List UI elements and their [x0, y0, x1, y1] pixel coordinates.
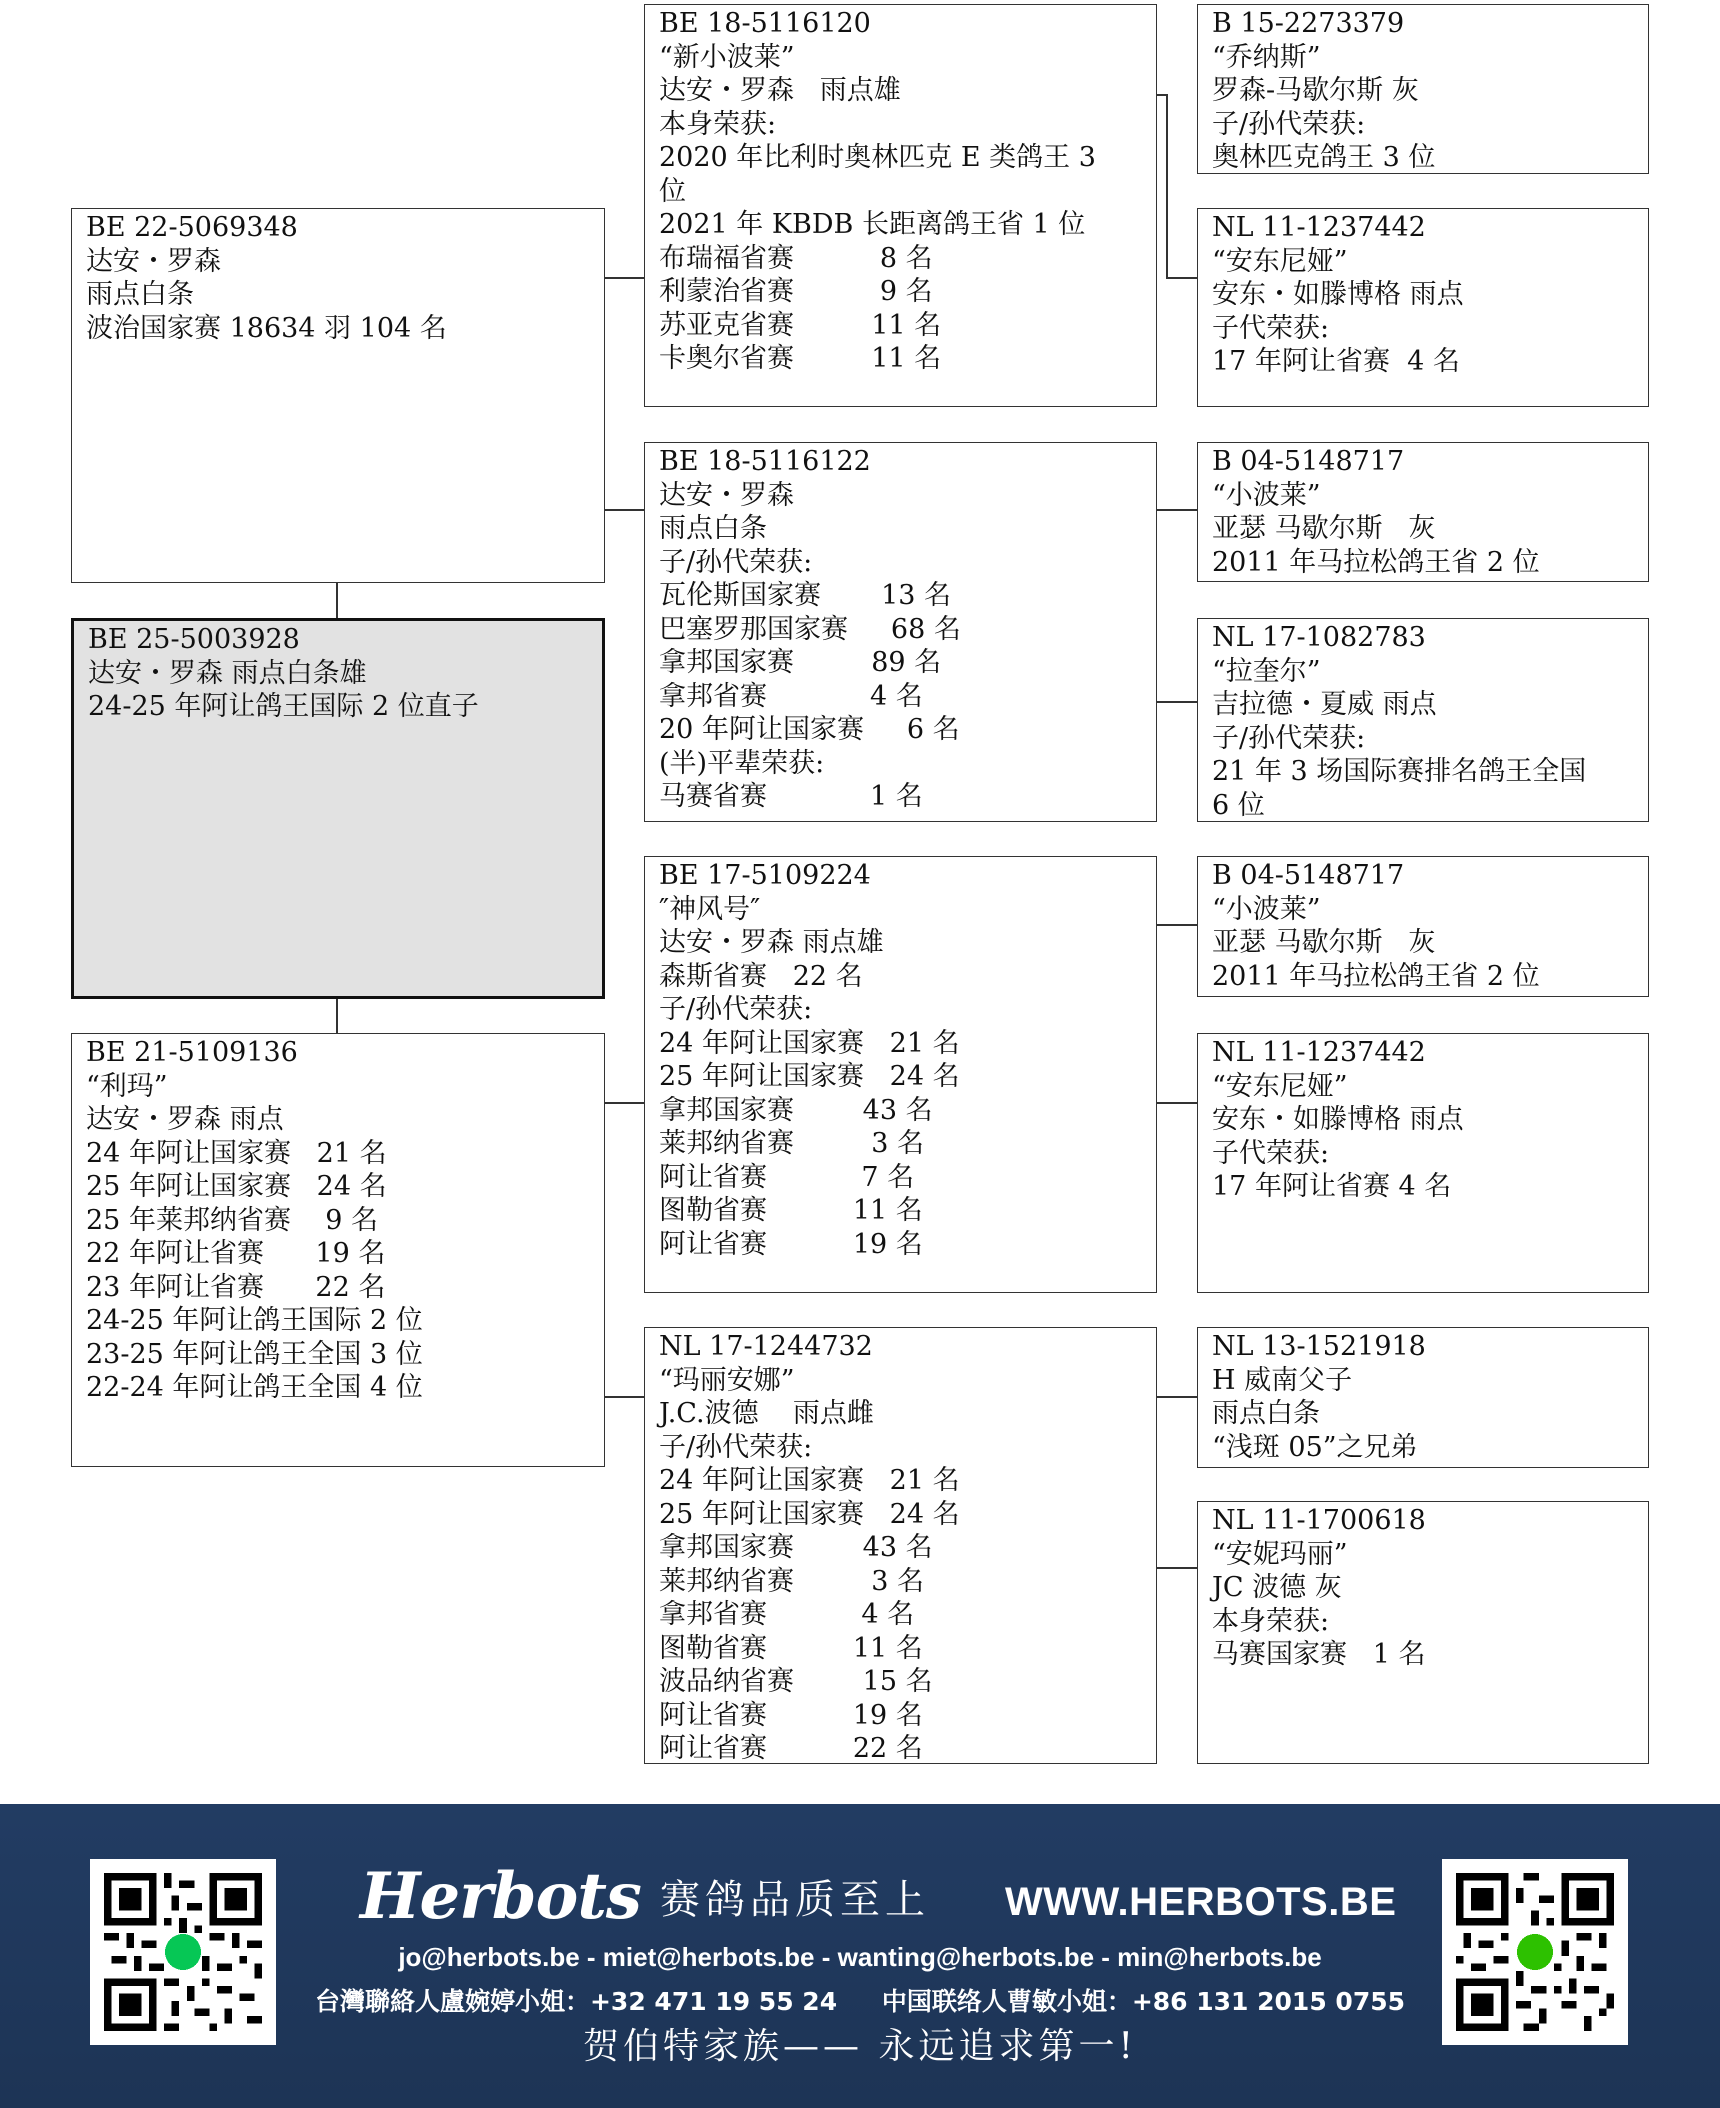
- pedigree-line: 17 年阿让省赛 4 名: [1212, 346, 1460, 377]
- connector: [1156, 701, 1198, 703]
- contact-china: 中国联络人曹敏小姐：+86 131 2015 0755: [881, 1987, 1406, 2016]
- pedigree-line: 苏亚克省赛 11 名: [659, 309, 942, 341]
- brand-row: [360, 1859, 1397, 1934]
- pedigree-line: B 04-5148717: [1212, 860, 1405, 891]
- sire-card: [71, 208, 605, 583]
- connector: [1156, 1396, 1198, 1398]
- pedigree-line: “乔纳斯”: [1212, 41, 1321, 73]
- pedigree-line: BE 25-5003928: [88, 624, 300, 655]
- pedigree-line: 雨点白条: [659, 513, 767, 544]
- pedigree-line: 22 年阿让省赛 19 名: [86, 1238, 386, 1269]
- pedigree-line: BE 17-5109224: [659, 860, 871, 891]
- pedigree-line: 子代荣获:: [1212, 1137, 1330, 1169]
- pedigree-line: 25 年莱邦纳省赛 9 名: [86, 1204, 379, 1236]
- pedigree-line: “小波莱”: [1212, 893, 1321, 925]
- dam-dam-card: [644, 1327, 1157, 1764]
- pedigree-line: 吉拉德・夏威 雨点: [1212, 689, 1437, 720]
- pedigree-line: 达安・罗森 雨点雄: [659, 75, 901, 106]
- pedigree-line: “小波莱”: [1212, 479, 1321, 511]
- pedigree-line: NL 11-1237442: [1212, 1037, 1426, 1068]
- pedigree-line: 本身荣获:: [1212, 1605, 1330, 1637]
- pedigree-line: 卡奥尔省赛 11 名: [659, 343, 942, 374]
- pedigree-line: 森斯省赛 22 名: [659, 960, 863, 992]
- pedigree-line: NL 13-1521918: [1212, 1331, 1426, 1362]
- family-slogan: 贺伯特家族—— 永远追求第一!: [583, 2026, 1137, 2067]
- pedigree-line: 亚瑟 马歇尔斯 灰: [1212, 513, 1436, 544]
- pedigree-line: “玛丽安娜”: [659, 1364, 795, 1396]
- pedigree-line: “安妮玛丽”: [1212, 1538, 1348, 1570]
- brand-slogan: 赛鸽品质至上: [660, 1877, 930, 1923]
- website-link[interactable]: WWW.HERBOTS.BE: [1005, 1880, 1397, 1924]
- pedigree-line: 24 年阿让国家赛 21 名: [659, 1027, 960, 1059]
- pedigree-line: 21 年 3 场国际赛排名鸽王全国: [1212, 756, 1587, 787]
- pedigree-line: 子/孙代荣获:: [1212, 722, 1366, 754]
- connector: [1166, 277, 1198, 279]
- pedigree-line: 子代荣获:: [1212, 312, 1330, 344]
- ancestor-card-g5: [1197, 856, 1649, 997]
- wechat-qr-icon: [1456, 1873, 1614, 2031]
- dam-card: [71, 1033, 605, 1467]
- connector: [336, 583, 338, 618]
- pedigree-line: 本身荣获:: [659, 108, 777, 140]
- pedigree-line: JC 波德 灰: [1212, 1572, 1342, 1603]
- sire-dam-card: [644, 442, 1157, 822]
- contact-taiwan: 台灣聯絡人盧婉婷小姐：+32 471 19 55 24: [314, 1987, 838, 2016]
- pedigree-line: 莱邦纳省赛 3 名: [659, 1565, 925, 1597]
- pedigree-line: 雨点白条: [1212, 1398, 1320, 1429]
- pedigree-line: 图勒省赛 11 名: [659, 1632, 923, 1664]
- connector: [1156, 94, 1166, 96]
- pedigree-line: NL 17-1082783: [1212, 622, 1426, 653]
- pedigree-line: H 威南父子: [1212, 1364, 1353, 1396]
- pedigree-line: 雨点白条: [86, 279, 194, 310]
- ancestor-card-g3: [1197, 442, 1649, 582]
- pedigree-line: 24 年阿让国家赛 21 名: [659, 1465, 960, 1496]
- connector: [1156, 509, 1198, 511]
- wechat-icon: [1517, 1934, 1553, 1970]
- connector: [604, 1396, 644, 1398]
- pedigree-line: 24-25 年阿让鸽王国际 2 位: [86, 1305, 423, 1336]
- connector: [1156, 924, 1198, 926]
- pedigree-line: “利玛”: [86, 1070, 168, 1102]
- pedigree-line: 莱邦纳省赛 3 名: [659, 1128, 925, 1159]
- pedigree-line: 马赛国家赛 1 名: [1212, 1639, 1426, 1670]
- pedigree-line: 24 年阿让国家赛 21 名: [86, 1137, 387, 1169]
- connector: [336, 998, 338, 1033]
- pedigree-line: 波品纳省赛 15 名: [659, 1666, 933, 1697]
- pedigree-line: 22-24 年阿让鸽王全国 4 位: [86, 1372, 423, 1403]
- ancestor-card-g2: [1197, 208, 1649, 407]
- pedigree-line: 安东・如滕博格 雨点: [1212, 1104, 1464, 1135]
- pedigree-line: “浅斑 05”之兄弟: [1212, 1431, 1418, 1463]
- pedigree-line: 子/孙代荣获:: [659, 546, 813, 578]
- pedigree-line: 波治国家赛 18634 羽 104 名: [86, 312, 447, 344]
- pedigree-line: 瓦伦斯国家赛 13 名: [659, 580, 952, 611]
- pedigree-line: 2011 年马拉松鸽王省 2 位: [1212, 546, 1540, 578]
- pedigree-line: 25 年阿让国家赛 24 名: [86, 1171, 387, 1202]
- pedigree-line: 拿邦国家赛 43 名: [659, 1532, 933, 1563]
- pedigree-line: 6 位: [1212, 789, 1265, 821]
- pedigree-line: 布瑞福省赛 8 名: [659, 242, 933, 274]
- pedigree-line: 25 年阿让国家赛 24 名: [659, 1061, 960, 1092]
- pedigree-line: BE 18-5116122: [659, 446, 871, 477]
- pedigree-line: 23-25 年阿让鸽王全国 3 位: [86, 1338, 423, 1370]
- pedigree-line: 子/孙代荣获:: [659, 994, 813, 1025]
- ancestor-card-g6: [1197, 1033, 1649, 1293]
- connector: [1166, 94, 1168, 279]
- pedigree-line: 达安・罗森 雨点雄: [659, 927, 884, 958]
- contact-footer: [0, 1804, 1720, 2108]
- pedigree-line: 拿邦省赛 4 名: [659, 1599, 915, 1630]
- connector: [604, 277, 644, 279]
- pedigree-line: B 15-2273379: [1212, 8, 1405, 39]
- ancestor-card-g7: [1197, 1327, 1649, 1468]
- pedigree-line: “安东尼娅”: [1212, 1070, 1348, 1102]
- connector: [604, 509, 644, 511]
- pedigree-line: 拿邦国家赛 89 名: [659, 647, 942, 678]
- pedigree-line: (半)平辈荣获:: [659, 747, 825, 779]
- ancestor-card-g4: [1197, 618, 1649, 822]
- pedigree-line: 图勒省赛 11 名: [659, 1195, 923, 1226]
- ancestor-card-g8: [1197, 1501, 1649, 1764]
- dam-sire-card: [644, 856, 1157, 1293]
- pedigree-line: 拿邦省赛 4 名: [659, 680, 923, 712]
- pedigree-line: 子/孙代荣获:: [659, 1431, 813, 1463]
- pedigree-line: NL 17-1244732: [659, 1331, 873, 1362]
- connector: [604, 1102, 644, 1104]
- pedigree-line: “安东尼娅”: [1212, 245, 1348, 277]
- pedigree-line: 奥林匹克鸽王 3 位: [1212, 142, 1436, 173]
- pedigree-line: 达安・罗森 雨点: [86, 1104, 284, 1135]
- herbots-logo[interactable]: Herbots: [360, 1859, 641, 1934]
- pedigree-line: 2011 年马拉松鸽王省 2 位: [1212, 960, 1540, 992]
- pedigree-line: “新小波莱”: [659, 41, 795, 73]
- pedigree-line: B 04-5148717: [1212, 446, 1405, 477]
- pedigree-line: 罗森-马歇尔斯 灰: [1212, 75, 1419, 106]
- pedigree-line: 2020 年比利时奥林匹克 E 类鸽王 3: [659, 142, 1096, 173]
- pedigree-line: NL 11-1700618: [1212, 1505, 1426, 1536]
- wechat-qr-code[interactable]: [1442, 1859, 1628, 2045]
- pedigree-line: 24-25 年阿让鸽王国际 2 位直子: [88, 691, 479, 722]
- pedigree-line: 阿让省赛 19 名: [659, 1699, 923, 1731]
- pedigree-line: 阿让省赛 19 名: [659, 1228, 923, 1260]
- pedigree-line: 拿邦国家赛 43 名: [659, 1094, 933, 1126]
- pedigree-line: 亚瑟 马歇尔斯 灰: [1212, 927, 1436, 958]
- connector: [1156, 1567, 1198, 1569]
- pedigree-line: 阿让省赛 7 名: [659, 1161, 915, 1193]
- pedigree-line: 利蒙治省赛 9 名: [659, 276, 933, 307]
- pedigree-line: 子/孙代荣获:: [1212, 108, 1366, 140]
- pedigree-line: 达安・罗森: [86, 245, 221, 277]
- pedigree-line: 马赛省赛 1 名: [659, 781, 923, 812]
- subject-card: [71, 618, 605, 999]
- pedigree-line: J.C.波德 雨点雌: [659, 1398, 874, 1429]
- pedigree-line: 达安・罗森: [659, 479, 794, 511]
- pedigree-line: 巴塞罗那国家赛 68 名: [659, 613, 961, 645]
- connector: [1156, 1102, 1198, 1104]
- pedigree-line: 20 年阿让国家赛 6 名: [659, 714, 960, 745]
- ancestor-card-g1: [1197, 4, 1649, 174]
- pedigree-line: 2021 年 KBDB 长距离鸽王省 1 位: [659, 209, 1086, 240]
- pedigree-line: 位: [659, 175, 686, 207]
- email-addresses[interactable]: jo@herbots.be - miet@herbots.be - wanting@herbots.be - min@herbots.be: [398, 1942, 1322, 1972]
- pedigree-line: 25 年阿让国家赛 24 名: [659, 1498, 960, 1530]
- pedigree-line: 安东・如滕博格 雨点: [1212, 279, 1464, 310]
- pedigree-line: 阿让省赛 22 名: [659, 1733, 923, 1764]
- pedigree-line: ″神风号″: [659, 893, 761, 925]
- pedigree-line: 达安・罗森 雨点白条雄: [88, 657, 367, 689]
- pedigree-line: 17 年阿让省赛 4 名: [1212, 1171, 1452, 1202]
- pedigree-line: BE 21-5109136: [86, 1037, 298, 1068]
- pedigree-line: BE 22-5069348: [86, 212, 298, 243]
- pedigree-line: 23 年阿让省赛 22 名: [86, 1271, 386, 1303]
- pedigree-line: “拉奎尔”: [1212, 655, 1321, 687]
- pedigree-line: NL 11-1237442: [1212, 212, 1426, 243]
- sire-sire-card: [644, 4, 1157, 407]
- pedigree-line: BE 18-5116120: [659, 8, 871, 39]
